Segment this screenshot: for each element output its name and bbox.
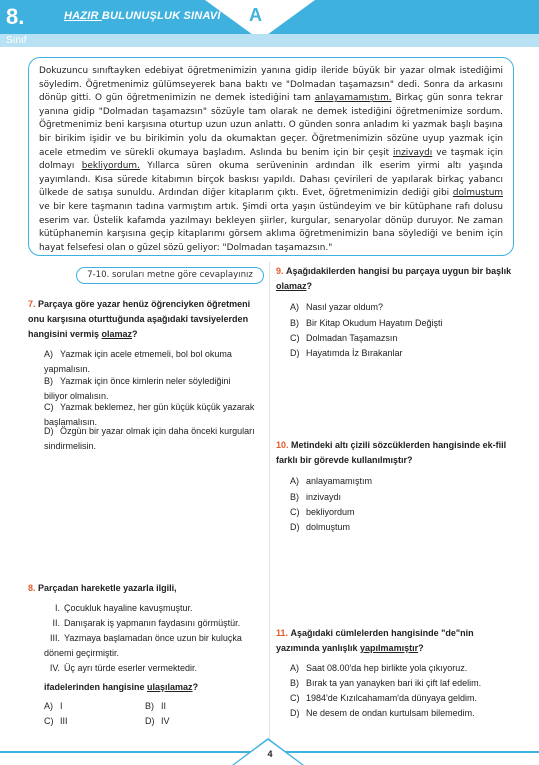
option-letter: D) bbox=[44, 426, 54, 436]
column-divider bbox=[269, 262, 270, 740]
q7-option-a[interactable] bbox=[44, 347, 256, 377]
stem-emphasis: yapılmamıştır bbox=[360, 643, 419, 653]
passage-segment: Dokuzuncu sınıftayken edebiyat öğretmenimizin yanına gidip ileride büyük bir yazar olmak istediğimi söyledim. Öğretmenimiz gülümseyerek bana baktı ve "Dolmadan taşamazsın" dedi. Sonra da arkasını dönüp gitti. O gün öğretmenimizin ne demek istediğini tam bbox=[39, 66, 503, 104]
q11-option-b[interactable] bbox=[290, 676, 516, 691]
underlined-word-inzivaydi: inzivaydı bbox=[393, 147, 433, 158]
q8-statement-3 bbox=[44, 631, 258, 661]
option-letter: D) bbox=[290, 708, 300, 718]
question-8 bbox=[28, 581, 258, 596]
q10-option-b[interactable] bbox=[290, 490, 516, 505]
q9-option-d[interactable] bbox=[290, 346, 516, 361]
option-letter: D) bbox=[290, 348, 300, 358]
underlined-word-dolmustum: dolmuştum bbox=[452, 188, 503, 199]
q8-statement-1 bbox=[48, 601, 258, 616]
q8-question-tail bbox=[44, 680, 258, 695]
option-text: II bbox=[161, 701, 167, 711]
option-text: Yazmak beklemez, her gün küçük küçük yazarak başlamalısın. bbox=[44, 402, 255, 427]
section-instruction: 7-10. soruları metne göre cevaplayınız bbox=[76, 267, 264, 284]
option-text: Özgün bir yazar olmak için daha önceki kurguları sindirmelisin. bbox=[44, 426, 255, 451]
booklet-letter: A bbox=[249, 5, 262, 25]
q8-option-b[interactable] bbox=[145, 699, 245, 714]
option-text: Saat 08.00'da hep birlikte yola çıkıyoruz. bbox=[306, 663, 468, 673]
exam-title bbox=[64, 10, 221, 22]
statement-text: Danışarak iş yapmanın faydasını görmüştür. bbox=[64, 618, 241, 628]
tail-emphasis: ulaşılamaz bbox=[147, 682, 193, 692]
q9-option-a[interactable] bbox=[290, 300, 516, 315]
option-text: III bbox=[60, 716, 68, 726]
stem-text: Aşağıdaki cümlelerden hangisinde "de"nin yazımında yanlışlık bbox=[276, 628, 474, 653]
option-text: Dolmadan Taşamazsın bbox=[306, 333, 398, 343]
underlined-word-anlayamamistim: anlayamamıştım. bbox=[314, 93, 392, 104]
option-letter: A) bbox=[290, 663, 299, 673]
q8-option-d[interactable] bbox=[145, 714, 245, 729]
question-number: 9. bbox=[276, 266, 284, 276]
option-text: 1984'de Kızılcahamam'da dünyaya geldim. bbox=[306, 693, 478, 703]
option-letter: B) bbox=[290, 318, 299, 328]
option-letter: B) bbox=[145, 701, 154, 711]
q10-option-c[interactable] bbox=[290, 505, 516, 520]
q8-option-a[interactable] bbox=[44, 699, 144, 714]
stem-emphasis: olamaz bbox=[276, 281, 307, 291]
q7-option-d[interactable] bbox=[44, 424, 256, 454]
option-text: Bırak ta yan yanayken bari iki çift laf edelim. bbox=[306, 678, 482, 688]
grade-bar bbox=[0, 34, 539, 47]
q8-statement-2 bbox=[48, 616, 258, 631]
option-letter: D) bbox=[145, 716, 155, 726]
stem-text: Parçaya göre yazar henüz öğrenciyken öğretmeni onu karşısına oturttuğunda aşağıdaki tavsiyelerden hangisini vermiş bbox=[28, 299, 251, 339]
option-text: bekliyordum bbox=[306, 507, 355, 517]
option-letter: D) bbox=[290, 522, 300, 532]
option-letter: C) bbox=[290, 507, 300, 517]
option-letter: C) bbox=[290, 693, 300, 703]
q11-option-d[interactable] bbox=[290, 706, 516, 721]
question-9 bbox=[276, 264, 516, 294]
q10-option-a[interactable] bbox=[290, 474, 516, 489]
option-letter: C) bbox=[290, 333, 300, 343]
exam-title-part1: HAZIR bbox=[64, 10, 102, 22]
passage-segment: Yıllarca süren okuma serüveninin ardından ilk eserim yirmi altı yaşında yayımlandı. Kısa sürede kitabımın birçok baskısı yapıldı. Dahası çevirileri de yapılarak birkaç yabancı ülkede de satışa sunuldu. Ardından diğer kitaplarım çıktı. Evet, öğretmenimizin dediği gibi bbox=[39, 161, 503, 199]
statement-number: IV. bbox=[49, 663, 60, 673]
statement-text: Yazmaya başlamadan önce uzun bir kuluçka dönemi geçirmiştir. bbox=[44, 633, 242, 658]
option-letter: A) bbox=[290, 302, 299, 312]
option-letter: A) bbox=[44, 701, 53, 711]
q11-option-a[interactable] bbox=[290, 661, 516, 676]
reading-passage bbox=[28, 57, 514, 256]
question-tail bbox=[44, 682, 198, 692]
question-stem: Parçadan hareketle yazarla ilgili, bbox=[38, 583, 177, 593]
option-text: Bir Kitap Okudum Hayatım Değişti bbox=[306, 318, 443, 328]
stem-text: Aşağıdakilerden hangisi bu parçaya uygun bir başlık bbox=[286, 266, 512, 276]
question-stem: Metindeki altı çizili sözcüklerden hangisinde ek-fiil farklı bir görevde kullanılmıştır? bbox=[276, 440, 507, 465]
option-letter: B) bbox=[290, 492, 299, 502]
stem-emphasis: olamaz bbox=[101, 329, 133, 339]
q8-option-c[interactable] bbox=[44, 714, 144, 729]
option-text: Nasıl yazar oldum? bbox=[306, 302, 384, 312]
question-number: 7. bbox=[28, 299, 36, 309]
underlined-word-bekliyordum: bekliyordum. bbox=[81, 161, 140, 172]
option-text: IV bbox=[161, 716, 170, 726]
passage-text bbox=[39, 65, 503, 255]
option-text: inzivaydı bbox=[306, 492, 342, 502]
q11-option-c[interactable] bbox=[290, 691, 516, 706]
option-text: dolmuştum bbox=[306, 522, 351, 532]
option-letter: C) bbox=[44, 402, 54, 412]
option-text: anlayamamıştım bbox=[306, 476, 373, 486]
statement-number: III. bbox=[49, 633, 60, 643]
option-text: Yazmak için acele etmemeli, bol bol okuma yapmalısın. bbox=[44, 349, 232, 374]
statement-number: I. bbox=[54, 603, 60, 613]
grade-number: 8. bbox=[6, 4, 25, 29]
option-text: Ne desem de ondan kurtulsam bilemedim. bbox=[306, 708, 475, 718]
q9-option-c[interactable] bbox=[290, 331, 516, 346]
question-number: 10. bbox=[276, 440, 289, 450]
passage-segment: ve bir kere taşmanın tadına varmıştım artık. Şimdi orta yaşın üstündeyim ve bir kütüphane rafı dolusu eserim var. Üstelik kafamda yazılmayı bekleyen şiirler, kurgular, senaryolar dönüp duruyor. Ne zaman kütüphanemin karşısına geçip kitaplarımı görsem aklıma öğretmenimizin bana söylediği ve benim için hayat felsefesi olan o güzel sözü geliyor: "Dolmadan taşamazsın." bbox=[39, 201, 503, 253]
statement-number: II. bbox=[52, 618, 60, 628]
question-number: 11. bbox=[276, 628, 289, 638]
stem-end: ? bbox=[132, 329, 138, 339]
question-10 bbox=[276, 438, 516, 468]
statement-text: Çocukluk hayaline kavuşmuştur. bbox=[64, 603, 193, 613]
option-letter: A) bbox=[290, 476, 299, 486]
question-number: 8. bbox=[28, 583, 36, 593]
page-number: 4 bbox=[267, 749, 273, 759]
q9-option-b[interactable] bbox=[290, 316, 516, 331]
stem-end: ? bbox=[418, 643, 424, 653]
q10-option-d[interactable] bbox=[290, 520, 516, 535]
tail-end: ? bbox=[192, 682, 199, 692]
passage-segment: Birkaç gün sonra tekrar yanına gidip "Dolmadan taşamazsın" sözüyle tam olarak ne demek istediğini öğretmenimize sordum. Öğretmenimiz beni karşısına oturtup uzun uzun anlattı. O günden sonra anladım ki yazmak başlı başına bir birikim işidir ve bu birikimin yolu da okumaktan geçer. Öğretmenimizin sözüne uyup yazmak için acele etmedim ve sürekli okumaya başladım. Aslında bu benim için bir çeşit bbox=[39, 93, 503, 158]
question-stem bbox=[276, 628, 474, 653]
option-letter: C) bbox=[44, 716, 54, 726]
stem-end: ? bbox=[306, 281, 313, 291]
exam-title-part2: BULUNUŞLUK SINAVI bbox=[101, 10, 221, 22]
question-stem bbox=[276, 266, 511, 291]
question-11 bbox=[276, 626, 516, 656]
option-text: Yazmak için önce kimlerin neler söylediğini biliyor olmalısın. bbox=[44, 376, 231, 401]
option-text: I bbox=[60, 701, 63, 711]
option-text: Hayatımda İz Bırakanlar bbox=[306, 348, 403, 358]
statement-text: Üç ayrı türde eserler vermektedir. bbox=[64, 663, 198, 673]
passage-segment: ve taşmak için dolmayı bbox=[39, 147, 503, 172]
question-7 bbox=[28, 297, 256, 342]
option-letter: A) bbox=[44, 349, 53, 359]
question-stem bbox=[28, 299, 250, 339]
tail-text: ifadelerinden hangisine bbox=[44, 682, 148, 692]
option-letter: B) bbox=[44, 376, 53, 386]
option-letter: B) bbox=[290, 678, 299, 688]
q8-statement-4 bbox=[44, 661, 258, 676]
grade-label: Sınıf bbox=[6, 35, 27, 46]
